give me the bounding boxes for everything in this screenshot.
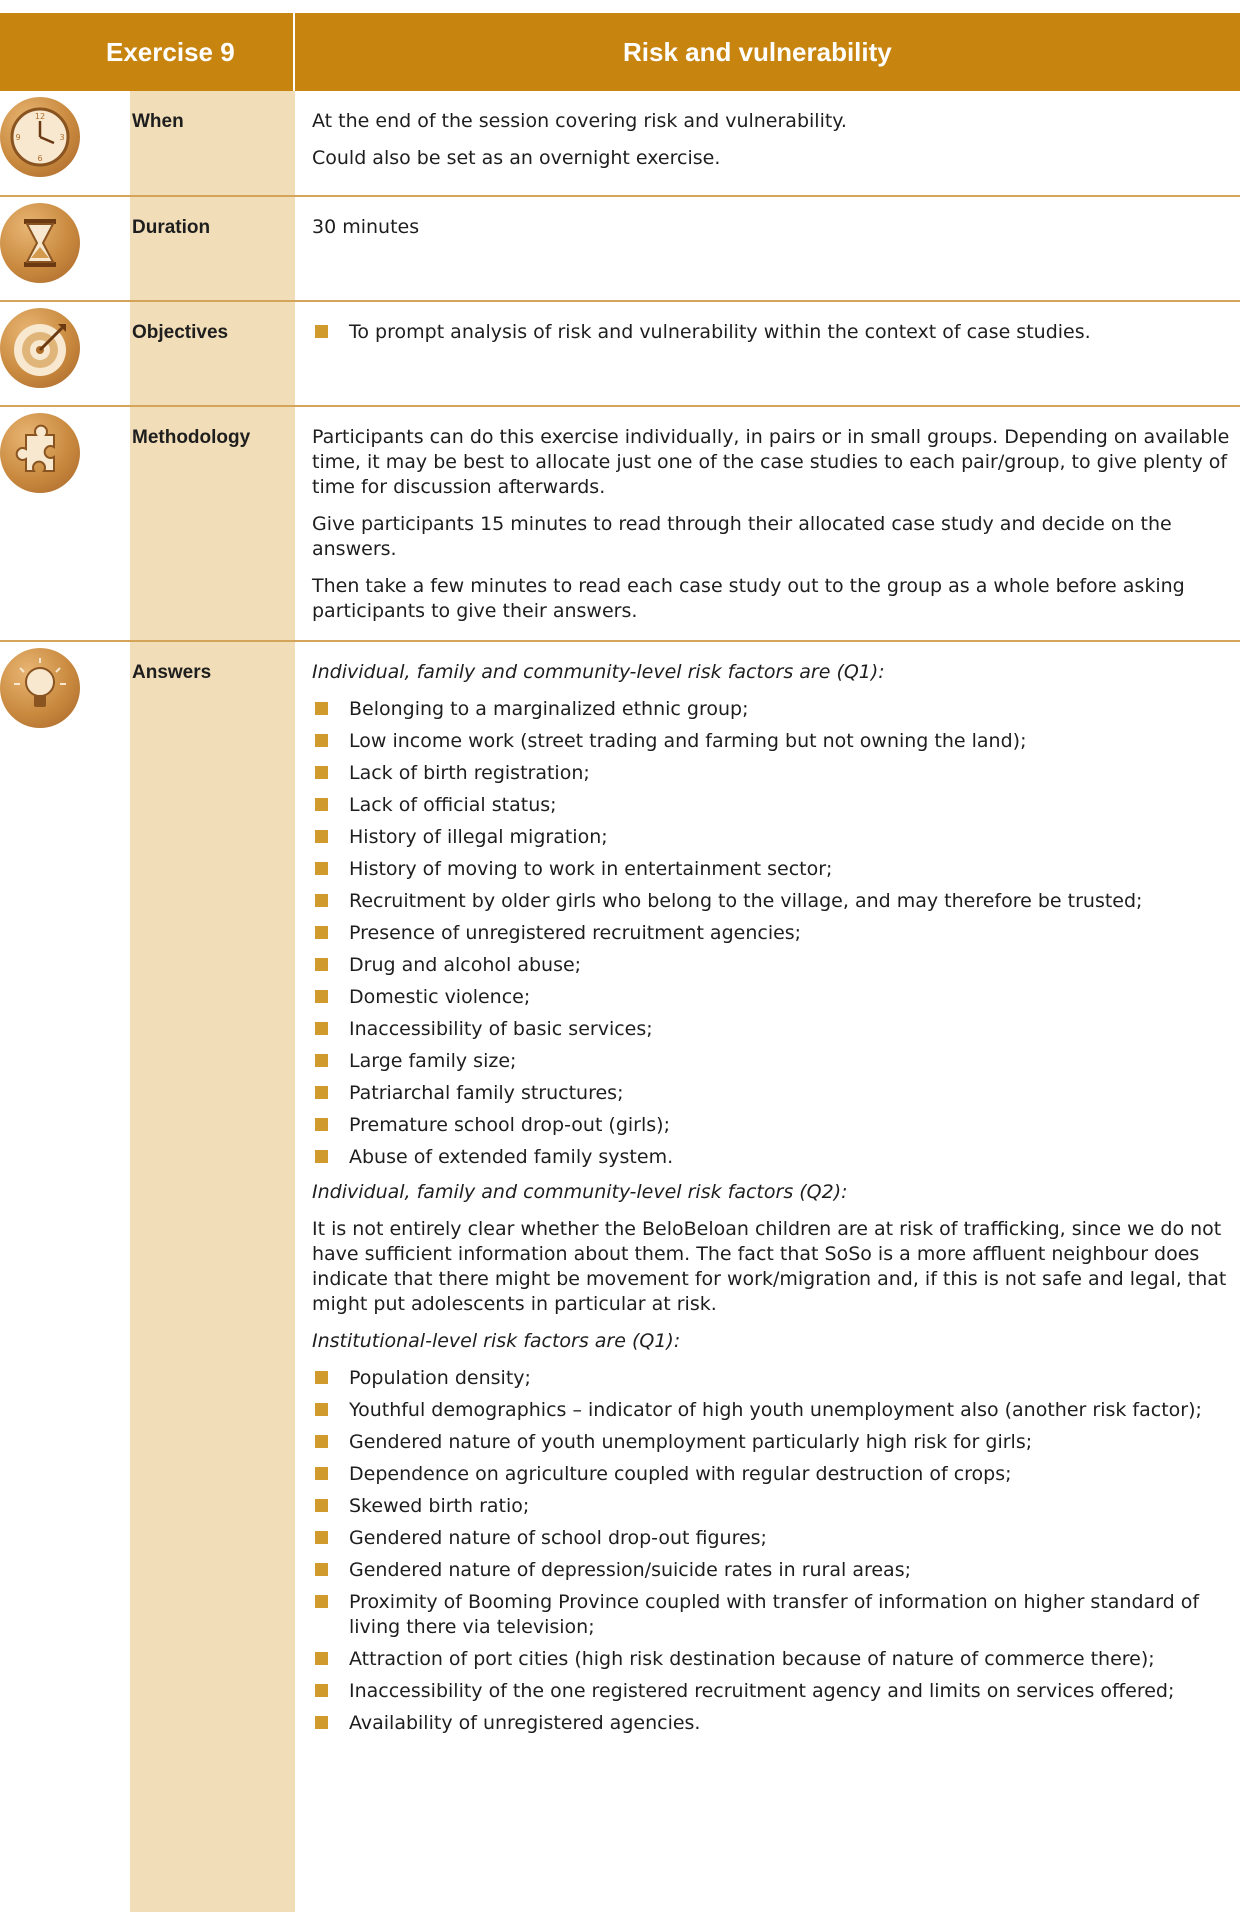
list-item: Gendered nature of school drop-out figures;: [312, 1526, 1230, 1551]
list-item: Inaccessibility of basic services;: [312, 1017, 1230, 1042]
exercise-sheet: [0, 13, 1240, 1912]
duration-value: 30 minutes: [312, 216, 420, 238]
svg-text:3: 3: [59, 133, 65, 142]
list-item: Presence of unregistered recruitment agencies;: [312, 921, 1230, 946]
methodology-paragraph-2: Give participants 15 minutes to read through their allocated case study and decide on the answers.: [312, 513, 1172, 560]
clock-icon: [0, 97, 80, 177]
list-item: Premature school drop-out (girls);: [312, 1113, 1230, 1138]
row-duration: [0, 197, 1240, 302]
hourglass-icon: [0, 203, 80, 283]
q2-text: It is not entirely clear whether the BeloBeloan children are at risk of trafficking, since we do not have sufficient information about them. The fact that SoSo is a more affluent neighbour does indicate that there might be movement for work/migration and, if this is not safe and legal, that might put adolescents in particular at risk.: [312, 1218, 1227, 1315]
when-label: When: [130, 91, 295, 195]
svg-text:6: 6: [37, 154, 43, 163]
methodology-paragraph-1: Participants can do this exercise individually, in pairs or in small groups. Depending on available time, it may be best to allocate just one of the case studies to each pair/group, to give plenty of time for discussion afterwards.: [312, 426, 1230, 498]
list-item: Inaccessibility of the one registered recruitment agency and limits on services offered;: [312, 1679, 1230, 1704]
row-when: [0, 91, 1240, 197]
q2-heading: Individual, family and community-level risk factors (Q2):: [312, 1181, 848, 1203]
list-item: Domestic violence;: [312, 985, 1230, 1010]
duration-label: Duration: [130, 197, 295, 300]
list-item: Dependence on agriculture coupled with regular destruction of crops;: [312, 1462, 1230, 1487]
answers-label: Answers: [130, 642, 295, 1912]
list-item: Drug and alcohol abuse;: [312, 953, 1230, 978]
header-divider: [293, 13, 295, 91]
when-line-2: Could also be set as an overnight exercise.: [312, 147, 721, 169]
list-item: Proximity of Booming Province coupled with transfer of information on higher standard of living there via television;: [312, 1590, 1230, 1640]
institutional-list: [312, 1366, 1230, 1736]
list-item: Lack of birth registration;: [312, 761, 1230, 786]
list-item: Gendered nature of youth unemployment particularly high risk for girls;: [312, 1430, 1230, 1455]
exercise-header: [0, 13, 1240, 91]
puzzle-icon: [0, 413, 80, 493]
list-item: Attraction of port cities (high risk destination because of nature of commerce there);: [312, 1647, 1230, 1672]
q1-list: [312, 697, 1230, 1170]
list-item: Large family size;: [312, 1049, 1230, 1074]
svg-text:9: 9: [15, 133, 21, 142]
list-item: Population density;: [312, 1366, 1230, 1391]
row-answers: [0, 642, 1240, 1912]
list-item: Patriarchal family structures;: [312, 1081, 1230, 1106]
list-item: Availability of unregistered agencies.: [312, 1711, 1230, 1736]
list-item: Low income work (street trading and farming but not owning the land);: [312, 729, 1230, 754]
list-item: History of illegal migration;: [312, 825, 1230, 850]
exercise-title: Risk and vulnerability: [623, 37, 892, 67]
list-item: Skewed birth ratio;: [312, 1494, 1230, 1519]
list-item: Youthful demographics – indicator of high youth unemployment also (another risk factor);: [312, 1398, 1230, 1423]
methodology-label: Methodology: [130, 407, 295, 640]
institutional-heading: Institutional-level risk factors are (Q1):: [312, 1330, 681, 1352]
list-item: Gendered nature of depression/suicide rates in rural areas;: [312, 1558, 1230, 1583]
objectives-list: [312, 320, 1230, 345]
list-item: History of moving to work in entertainment sector;: [312, 857, 1230, 882]
when-line-1: At the end of the session covering risk and vulnerability.: [312, 110, 847, 132]
methodology-paragraph-3: Then take a few minutes to read each case study out to the group as a whole before asking participants to give their answers.: [312, 575, 1185, 622]
list-item: To prompt analysis of risk and vulnerability within the context of case studies.: [312, 320, 1230, 345]
list-item: Abuse of extended family system.: [312, 1145, 1230, 1170]
row-objectives: [0, 302, 1240, 407]
list-item: Recruitment by older girls who belong to the village, and may therefore be trusted;: [312, 889, 1230, 914]
list-item: Belonging to a marginalized ethnic group;: [312, 697, 1230, 722]
target-icon: [0, 308, 80, 388]
q1-heading: Individual, family and community-level risk factors are (Q1):: [312, 661, 885, 683]
exercise-number: Exercise 9: [106, 37, 235, 67]
row-methodology: [0, 407, 1240, 642]
list-item: Lack of official status;: [312, 793, 1230, 818]
lightbulb-icon: [0, 648, 80, 728]
svg-text:12: 12: [34, 112, 46, 121]
objectives-label: Objectives: [130, 302, 295, 405]
